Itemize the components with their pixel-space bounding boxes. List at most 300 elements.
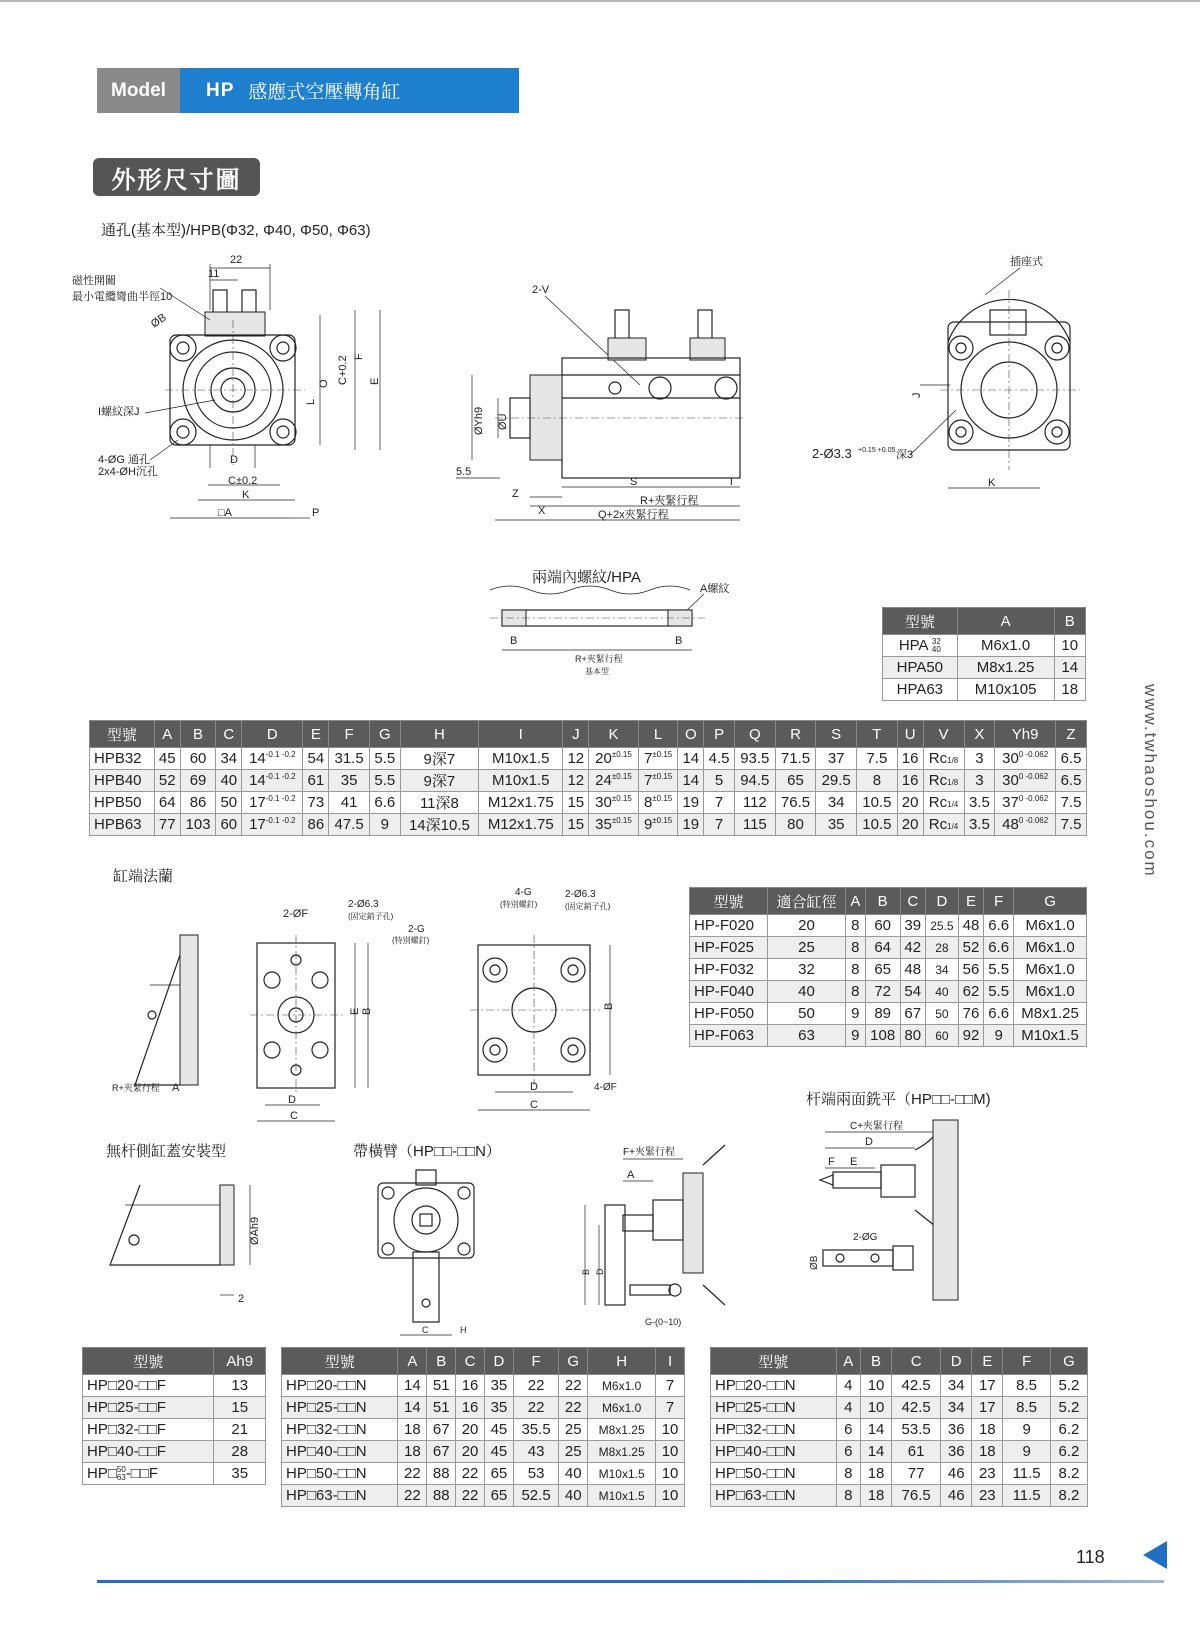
model-header — [97, 68, 519, 113]
flange-table-header: E — [958, 888, 983, 915]
arm-table-cell: 18 — [398, 1441, 427, 1463]
dim-x: X — [538, 505, 546, 517]
dim-p: P — [312, 507, 320, 519]
hpb-table-cell: 6.5 — [1056, 748, 1087, 770]
label-pin63-r: 2-Ø6.3 — [565, 889, 596, 900]
arm-table-cell: 51 — [427, 1375, 456, 1397]
flange-table-cell: 25.5 — [925, 915, 958, 937]
bottom-rule — [97, 1580, 1164, 1583]
dim-a-arm: A — [627, 1169, 635, 1181]
hpb-table-cell: 7.5 — [1056, 814, 1087, 836]
flat-table-cell: 8.2 — [1050, 1463, 1087, 1485]
dim-t: T — [728, 476, 735, 488]
caption-arm: 帶橫臂（HP□□-□□N） — [353, 1143, 501, 1160]
arm-table-cell: M10x1.5 — [588, 1463, 656, 1485]
dim-q-stroke: Q+2x夾緊行程 — [598, 509, 669, 521]
arm-table-cell: 40 — [559, 1485, 588, 1507]
hpb-table — [89, 720, 1087, 836]
tolerance: ±0.15 — [652, 772, 673, 781]
label-cable: 最小電纜彎曲半徑10 — [72, 291, 173, 303]
dim-d-flange-r: D — [530, 1081, 538, 1093]
caption-rear: 無杆側缸蓋安裝型 — [106, 1143, 227, 1160]
hpb-table-cell: 103 — [180, 814, 216, 836]
label-2g-rod: 2-ØG — [853, 1232, 878, 1243]
ah-th-model: 型號 — [83, 1348, 214, 1375]
dim-o: O — [318, 379, 330, 388]
flat-table-header: B — [860, 1348, 891, 1375]
watermark-url: www.twhaoshou.com — [1141, 684, 1160, 878]
label-pin-hole-depth: 深3 — [896, 449, 914, 461]
hpb-table-header: G — [369, 721, 400, 748]
hpb-table-cell: 73 — [303, 792, 329, 814]
caption-flange: 缸端法蘭 — [113, 868, 174, 885]
arm-table-header: 型號 — [282, 1348, 398, 1375]
dim-d: D — [230, 454, 238, 466]
hpb-table-cell: 86 — [180, 792, 216, 814]
arm-table-cell: 16 — [456, 1397, 485, 1419]
table-row — [282, 1419, 685, 1441]
label-thread-j: I螺紋深J — [98, 406, 140, 418]
hpb-table-cell: $7^{\pm 0.15}$ — [638, 770, 678, 792]
flange-drawing-right — [470, 885, 670, 1125]
table-row — [690, 1025, 1087, 1047]
thread-fraction: 1/8 — [947, 778, 959, 787]
arm-table-cell: 16 — [456, 1375, 485, 1397]
hpb-table-cell: $30^{0 -0.062}$ — [995, 748, 1056, 770]
label-socket: 插座式 — [1010, 256, 1043, 268]
hpb-table-cell: M10x1.5 — [479, 748, 563, 770]
dim-d-flange: D — [288, 1094, 296, 1106]
flange-table-cell: 25 — [767, 937, 845, 959]
hpb-table-cell: 50 — [216, 792, 242, 814]
flange-table-cell: 80 — [900, 1025, 925, 1047]
flange-table-cell: HP-F040 — [690, 981, 768, 1003]
flat-table-cell: 6.2 — [1050, 1419, 1087, 1441]
arm-table-cell: 35 — [484, 1397, 513, 1419]
flat-table-cell: HP□50-□□N — [711, 1463, 837, 1485]
hpb-table-cell: 12 — [563, 770, 589, 792]
dim-2: 2 — [238, 1293, 245, 1305]
table-row — [90, 814, 1087, 836]
arm-table-cell: 65 — [484, 1463, 513, 1485]
tolerance: ±0.15 — [652, 794, 673, 803]
hpb-table-cell: 112 — [734, 792, 775, 814]
hpb-table-cell: 60 — [180, 748, 216, 770]
label-switch: 磁性開關 — [72, 275, 116, 287]
hpb-table-cell: $48^{0 -0.062}$ — [995, 814, 1056, 836]
flange-table-cell: 6.6 — [984, 915, 1014, 937]
flat-table-cell: 6 — [836, 1441, 860, 1463]
hpb-table-cell: 19 — [678, 792, 704, 814]
hpb-table-cell: M12x1.75 — [479, 814, 563, 836]
dim-hpa-stroke: R+夾緊行程 — [575, 654, 623, 664]
dim-f-stroke: F+夾緊行程 — [623, 1147, 675, 1158]
flat-table-header: G — [1050, 1348, 1087, 1375]
flange-table-header: F — [984, 888, 1014, 915]
hpb-table-cell: 41 — [329, 792, 370, 814]
flange-table-cell: 8 — [845, 937, 865, 959]
hpb-table-header: Q — [734, 721, 775, 748]
arm-table-cell: 25 — [559, 1441, 588, 1463]
front-view-drawing — [70, 250, 420, 540]
dim-ah9: ØAh9 — [249, 1216, 261, 1245]
hpb-table-cell: $14^{-0.1 -0.2}$ — [242, 748, 303, 770]
dim-c02b: C±0.2 — [228, 475, 258, 487]
flange-table-cell: 52 — [958, 937, 983, 959]
hpb-table-cell: $17^{-0.1 -0.2}$ — [242, 792, 303, 814]
flat-table-cell: HP□20-□□N — [711, 1375, 837, 1397]
flange-table-cell: 32 — [767, 959, 845, 981]
flange-table-cell: 42 — [900, 937, 925, 959]
dim-f-rod: F — [828, 1156, 835, 1168]
hpb-table-cell: 37 — [816, 748, 857, 770]
hpb-table-cell: 34 — [216, 748, 242, 770]
flange-table-cell: 6.6 — [984, 937, 1014, 959]
table-row — [90, 748, 1087, 770]
hpb-table-cell: M12x1.75 — [479, 792, 563, 814]
hpb-table-cell: 15 — [563, 792, 589, 814]
arm-table-cell: 10 — [656, 1441, 685, 1463]
arm-table-header: C — [456, 1348, 485, 1375]
table-row — [690, 959, 1087, 981]
dim-f: F — [353, 353, 365, 360]
hpb-table-cell: 7.5 — [857, 748, 898, 770]
flat-table-cell: 8.5 — [1003, 1397, 1050, 1419]
dim-b-flange-r: B — [603, 1002, 615, 1010]
hpb-table-cell: $37^{0 -0.062}$ — [995, 792, 1056, 814]
arm-table-cell: HP□32-□□N — [282, 1419, 398, 1441]
dim-u: ØU — [497, 413, 509, 430]
table-row — [711, 1397, 1088, 1419]
arm-table — [281, 1347, 685, 1507]
hpb-table-cell: 40 — [216, 770, 242, 792]
flange-table-cell: 6.6 — [984, 1003, 1014, 1025]
page-arrow-icon — [1143, 1541, 1167, 1569]
hpb-table-cell: Rc1/4 — [923, 814, 964, 836]
hpb-table-cell: 61 — [303, 770, 329, 792]
table-row — [711, 1485, 1088, 1507]
table-row — [282, 1375, 685, 1397]
arm-table-cell: 10 — [656, 1463, 685, 1485]
hpb-table-cell: 9 — [369, 814, 400, 836]
flange-table-cell: 40 — [925, 981, 958, 1003]
table-row: HP□32-□□F 21 — [83, 1419, 266, 1441]
series-name: 感應式空壓轉角缸 — [248, 82, 401, 103]
flange-table-cell: 72 — [865, 981, 900, 1003]
hpb-table-cell: 3 — [964, 770, 995, 792]
dim-k-rear: K — [988, 477, 996, 489]
hpb-table-cell: 5.5 — [369, 748, 400, 770]
hpb-table-header: P — [704, 721, 735, 748]
arm-table-header: G — [559, 1348, 588, 1375]
table-row — [282, 1463, 685, 1485]
hpb-table-cell: 6.6 — [369, 792, 400, 814]
flange-table-cell: M6x1.0 — [1014, 937, 1087, 959]
hpb-table-cell: 4.5 — [704, 748, 735, 770]
flat-table-cell: 6.2 — [1050, 1441, 1087, 1463]
tolerance: -0.1 -0.2 — [265, 816, 296, 825]
flat-table-cell: 6 — [836, 1419, 860, 1441]
arm-table-header: F — [513, 1348, 559, 1375]
hpb-table-header: 型號 — [90, 721, 155, 748]
hpb-table-cell: 10.5 — [857, 814, 898, 836]
hpb-table-cell: 7 — [704, 792, 735, 814]
table-row — [90, 792, 1087, 814]
table-row — [711, 1441, 1088, 1463]
hpb-table-cell: 71.5 — [775, 748, 816, 770]
flange-table-cell: 8 — [845, 915, 865, 937]
arm-table-cell: 45 — [484, 1441, 513, 1463]
tolerance: ±0.15 — [611, 772, 632, 781]
flange-table-header: A — [845, 888, 865, 915]
flange-table-cell: 34 — [925, 959, 958, 981]
label-4g: 4-G — [515, 887, 532, 898]
arm-table-header: H — [588, 1348, 656, 1375]
tolerance: 0 -0.062 — [1018, 816, 1049, 825]
arm-table-cell: 53 — [513, 1463, 559, 1485]
flat-table-cell: 46 — [941, 1485, 972, 1507]
tolerance: -0.1 -0.2 — [265, 750, 296, 759]
table-row — [711, 1419, 1088, 1441]
hpb-table-cell: 14深10.5 — [400, 814, 478, 836]
flange-table-header: D — [925, 888, 958, 915]
arm-table-cell: 40 — [559, 1463, 588, 1485]
flange-table-cell: 5.5 — [984, 981, 1014, 1003]
flat-table-header: A — [836, 1348, 860, 1375]
top-rule — [0, 0, 1200, 2]
flange-table-cell: 48 — [958, 915, 983, 937]
hpa-th-b: B — [1054, 608, 1086, 635]
hpb-table-cell: Rc1/4 — [923, 792, 964, 814]
hpb-table-cell: 20 — [897, 814, 923, 836]
flange-table-cell: HP-F063 — [690, 1025, 768, 1047]
hpa-th-a: A — [957, 608, 1054, 635]
flange-table-cell: 60 — [925, 1025, 958, 1047]
flat-table-cell: 14 — [860, 1419, 891, 1441]
flat-table-cell: 53.5 — [892, 1419, 941, 1441]
label-pin63-note: (固定銷子孔) — [348, 912, 394, 921]
dim-a-square: □A — [218, 507, 232, 519]
flat-table-cell: 18 — [860, 1463, 891, 1485]
arm-table-cell: 88 — [427, 1485, 456, 1507]
caption-hpa: 兩端內螺紋/HPA — [532, 569, 641, 586]
flat-table-cell: 42.5 — [892, 1397, 941, 1419]
dim-h-arm: H — [460, 1325, 467, 1335]
hpb-table-cell: 19 — [678, 814, 704, 836]
hpb-table-header: J — [563, 721, 589, 748]
hpb-table-cell: HPB50 — [90, 792, 155, 814]
hpb-table-header: D — [242, 721, 303, 748]
hpb-table-cell: 93.5 — [734, 748, 775, 770]
dim-hpa-basic: 基本型 — [585, 667, 609, 676]
flange-table-header: 適合缸徑 — [767, 888, 845, 915]
flange-table-cell: 8 — [845, 981, 865, 1003]
hpb-table-cell: 80 — [775, 814, 816, 836]
flat-table-cell: 17 — [972, 1375, 1003, 1397]
page-number: 118 — [1076, 1547, 1105, 1567]
flat-table-cell: 10 — [860, 1397, 891, 1419]
hpb-table-header: C — [216, 721, 242, 748]
hpb-table-cell: 65 — [775, 770, 816, 792]
series-code: HP — [206, 79, 235, 101]
arm-table-cell: 35 — [484, 1375, 513, 1397]
arm-table-cell: M6x1.0 — [588, 1375, 656, 1397]
flange-table-header: B — [865, 888, 900, 915]
arm-table-cell: 10 — [656, 1419, 685, 1441]
arm-table-cell: HP□50-□□N — [282, 1463, 398, 1485]
dim-k: K — [242, 489, 250, 501]
dim-r-stroke-flange: R+夾緊行程 — [112, 1083, 160, 1093]
flange-table-cell: 63 — [767, 1025, 845, 1047]
flange-table-cell: 89 — [865, 1003, 900, 1025]
hpb-table-cell: 20 — [897, 792, 923, 814]
hpb-table-cell: $30^{0 -0.062}$ — [995, 770, 1056, 792]
flange-table-cell: 67 — [900, 1003, 925, 1025]
tolerance: ±0.15 — [652, 816, 673, 825]
hpb-table-header: V — [923, 721, 964, 748]
dim-j: J — [911, 392, 923, 398]
dim-d-arm: D — [595, 1268, 605, 1275]
flat-table-cell: 18 — [972, 1419, 1003, 1441]
hpb-table-cell: Rc1/8 — [923, 770, 964, 792]
table-row: HP□25-□□F 15 — [83, 1397, 266, 1419]
dim-s: S — [630, 476, 638, 488]
hpb-table-header: Yh9 — [995, 721, 1056, 748]
hpb-table-cell: 52 — [154, 770, 180, 792]
dim-e: E — [369, 377, 381, 385]
dim-r-stroke: R+夾緊行程 — [640, 495, 699, 507]
tolerance: ±0.15 — [611, 750, 632, 759]
caption-rod-flat: 杆端兩面銑平（HP□□-□□M) — [806, 1091, 991, 1108]
hpb-table-cell: 12 — [563, 748, 589, 770]
flat-table-cell: 5.2 — [1050, 1397, 1087, 1419]
hpa-table — [882, 607, 1086, 701]
arm-table-cell: 14 — [398, 1375, 427, 1397]
flange-table-cell: 92 — [958, 1025, 983, 1047]
flat-table-cell: 11.5 — [1003, 1485, 1050, 1507]
dim-c-flange: C — [290, 1110, 298, 1122]
dim-b-rod: ØB — [809, 1255, 820, 1270]
hpb-table-cell: 34 — [816, 792, 857, 814]
dim-c02: C+0.2 — [337, 355, 349, 385]
flat-table-cell: 14 — [860, 1441, 891, 1463]
table-row: HPA50 M8x1.25 14 — [883, 657, 1086, 679]
hpb-table-cell: 60 — [216, 814, 242, 836]
hpb-table-cell: 69 — [180, 770, 216, 792]
flat-table-cell: HP□25-□□N — [711, 1397, 837, 1419]
hpb-table-header: T — [857, 721, 898, 748]
flat-table-cell: 42.5 — [892, 1375, 941, 1397]
flat-table-cell: 11.5 — [1003, 1463, 1050, 1485]
flange-table-cell: 62 — [958, 981, 983, 1003]
flange-table-cell: M8x1.25 — [1014, 1003, 1087, 1025]
hpb-table-cell: 77 — [154, 814, 180, 836]
hpb-table-cell: $8^{\pm 0.15}$ — [638, 792, 678, 814]
table-row — [282, 1397, 685, 1419]
tolerance: -0.1 -0.2 — [265, 772, 296, 781]
flange-table-cell: HP-F020 — [690, 915, 768, 937]
hpb-table-header: K — [589, 721, 639, 748]
table-row — [711, 1375, 1088, 1397]
hpb-table-header: Z — [1056, 721, 1087, 748]
arm-table-cell: HP□25-□□N — [282, 1397, 398, 1419]
flange-table-cell: HP-F032 — [690, 959, 768, 981]
hpb-table-cell: 3.5 — [964, 814, 995, 836]
side-view-drawing — [440, 270, 760, 520]
hpb-table-header: I — [479, 721, 563, 748]
hpb-table-cell: 15 — [563, 814, 589, 836]
arm-table-cell: 22 — [513, 1375, 559, 1397]
hpb-table-cell: 5.5 — [369, 770, 400, 792]
flat-table — [710, 1347, 1088, 1507]
table-row: HPA 32 40 M6x1.0 10 — [883, 635, 1086, 657]
dim-e-rod: E — [850, 1156, 858, 1168]
hpa-th-model: 型號 — [883, 608, 958, 635]
thread-fraction: 1/4 — [947, 800, 959, 809]
flat-table-cell: 77 — [892, 1463, 941, 1485]
flange-table-cell: 56 — [958, 959, 983, 981]
flange-table-cell: 28 — [925, 937, 958, 959]
hpb-table-cell: $14^{-0.1 -0.2}$ — [242, 770, 303, 792]
arm-table-cell: 65 — [484, 1485, 513, 1507]
flange-table-cell: 9 — [845, 1025, 865, 1047]
thread-fraction: 1/4 — [947, 822, 959, 831]
hpb-table-cell: 35 — [329, 770, 370, 792]
hpb-table-cell: $20^{\pm 0.15}$ — [589, 748, 639, 770]
hpb-table-cell: M10x1.5 — [479, 770, 563, 792]
flat-table-cell: 8 — [836, 1485, 860, 1507]
flat-table-cell: 18 — [972, 1441, 1003, 1463]
rear-mount-drawing — [110, 1165, 280, 1315]
flange-table-cell: M6x1.0 — [1014, 981, 1087, 1003]
flat-table-cell: 46 — [941, 1463, 972, 1485]
hpb-table-cell: $7^{\pm 0.15}$ — [638, 748, 678, 770]
dim-e-flange: E — [349, 1007, 361, 1015]
flange-table-cell: 108 — [865, 1025, 900, 1047]
hpb-table-header: B — [180, 721, 216, 748]
tolerance: -0.1 -0.2 — [265, 794, 296, 803]
thread-fraction: 1/8 — [947, 756, 959, 765]
arm-table-cell: 20 — [456, 1419, 485, 1441]
flat-table-cell: 4 — [836, 1375, 860, 1397]
label-2g-note: (特別螺釘) — [392, 936, 430, 945]
flange-table-header: G — [1014, 888, 1087, 915]
arm-table-header: B — [427, 1348, 456, 1375]
flange-table-cell: 9 — [984, 1025, 1014, 1047]
flange-table-cell: M6x1.0 — [1014, 915, 1087, 937]
flange-table-cell: 50 — [925, 1003, 958, 1025]
flat-table-cell: 17 — [972, 1397, 1003, 1419]
dim-c-flange-r: C — [530, 1099, 538, 1111]
flange-table-cell: 65 — [865, 959, 900, 981]
ah-th-ah9: Ah9 — [214, 1348, 266, 1375]
flat-table-cell: 8.2 — [1050, 1485, 1087, 1507]
flat-table-cell: HP□63-□□N — [711, 1485, 837, 1507]
hpb-table-cell: 3 — [964, 748, 995, 770]
hpb-table-cell: 10.5 — [857, 792, 898, 814]
arm-table-cell: M6x1.0 — [588, 1397, 656, 1419]
flange-table-cell: 8 — [845, 959, 865, 981]
hpb-table-cell: 29.5 — [816, 770, 857, 792]
arm-table-cell: 45 — [484, 1419, 513, 1441]
flat-table-cell: 8.5 — [1003, 1375, 1050, 1397]
hpb-table-header: O — [678, 721, 704, 748]
hpb-table-cell: 14 — [678, 748, 704, 770]
arm-table-cell: 20 — [456, 1441, 485, 1463]
dim-d-rod: D — [865, 1136, 873, 1148]
tolerance: 0 -0.062 — [1018, 750, 1049, 759]
label-holes-g: 4-ØG 通孔 — [98, 454, 150, 466]
